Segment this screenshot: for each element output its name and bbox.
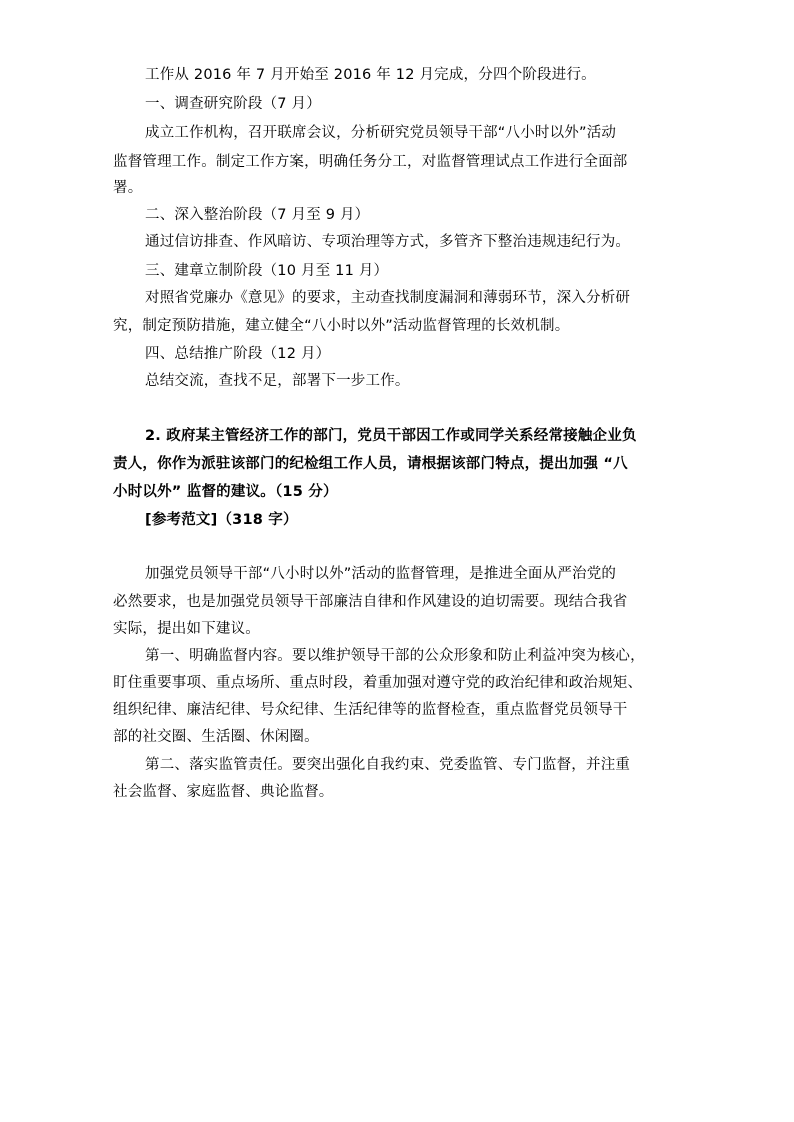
stage1-body-line: 署。 [113,180,143,196]
essay-paragraph-line: 必然要求，也是加强党员领导干部廉洁自律和作风建设的迫切需要。现结合我省 [113,594,628,610]
reference-essay-label: [参考范文]（318 字） [145,512,298,528]
essay-paragraph-line: 实际，提出如下建议。 [113,621,260,637]
question-text-line: 责人，你作为派驻该部门的纪检组工作人员，请根据该部门特点，提出加强 “八 [113,456,628,472]
stage1-body-line: 监督管理工作。制定工作方案，明确任务分工，对监督管理试点工作进行全面部 [113,154,628,170]
stage3-body-line: 对照省党廉办《意见》的要求，主动查找制度漏洞和薄弱环节，深入分析研 [145,290,631,306]
stage1-title: 一、调查研究阶段（7 月） [145,96,321,112]
stage1-body-line: 成立工作机构，召开联席会议，分析研究党员领导干部“八小时以外”活动 [145,125,617,141]
essay-paragraph-line: 加强党员领导干部“八小时以外”活动的监督管理，是推进全面从严治党的 [145,566,617,582]
essay-paragraph-line: 第一、明确监督内容。要以维护领导干部的公众形象和防止利益冲突为核心， [145,648,645,664]
essay-paragraph-line: 组织纪律、廉洁纪律、号众纪律、生活纪律等的监督检查，重点监督党员领导干 [113,702,628,718]
stage3-title: 三、建章立制阶段（10 月至 11 月） [145,263,389,279]
stage2-title: 二、深入整治阶段（7 月至 9 月） [145,207,370,223]
essay-paragraph-line: 部的社交圈、生活圈、休闲圈。 [113,729,319,745]
question-text-line: 2. 政府某主管经济工作的部门，党员干部因工作或同学关系经常接触企业负 [145,428,637,444]
question-text-line: 小时以外” 监督的建议。（15 分） [113,484,338,500]
stage4-body-line: 总结交流，查找不足，部署下一步工作。 [145,373,410,389]
essay-paragraph-line: 社会监督、家庭监督、典论监督。 [113,784,334,800]
stage2-body-line: 通过信访排查、作风暗访、专项治理等方式，多管齐下整治违规违纪行为。 [145,234,631,250]
intro-paragraph: 工作从 2016 年 7 月开始至 2016 年 12 月完成，分四个阶段进行。 [145,67,596,83]
stage4-title: 四、总结推广阶段（12 月） [145,346,331,362]
essay-paragraph-line: 盯住重要事项、重点场所、重点时段，着重加强对遵守党的政治纪律和政治规矩、 [113,675,643,691]
stage3-body-line: 究，制定预防措施，建立健全“八小时以外”活动监督管理的长效机制。 [113,318,570,334]
essay-paragraph-line: 第二、落实监管责任。要突出强化自我约束、党委监管、专门监督，并注重 [145,757,631,773]
